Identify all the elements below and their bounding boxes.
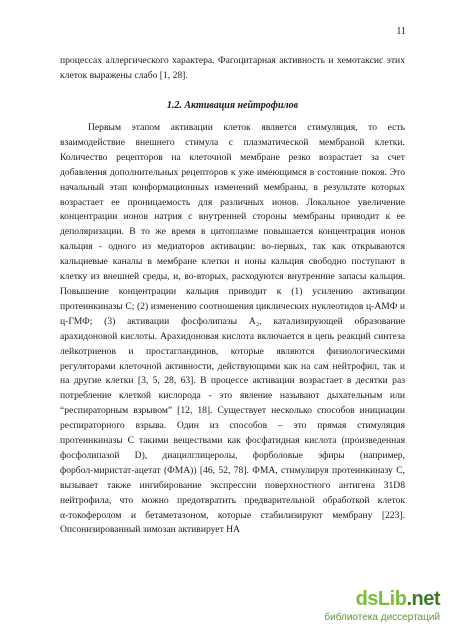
text-line: вызывает также ингибирование экспрессии поверхностного антигена 31D8: [60, 479, 405, 491]
text-line: протеинкиназы С; (2) изменению соотношения циклических нуклеотидов ц-АМФ и: [60, 300, 405, 312]
text-line: Количество рецепторов на клеточной мембране резко возрастает за счет: [60, 151, 405, 163]
text-line: кальция - одного из медиаторов активации: во-первых, так как открываются: [60, 241, 405, 253]
text-line: протеинкиназы С такими веществами как фосфатидная кислота (произведенная: [60, 435, 405, 447]
text-line: добавления дополнительных рецепторов к уже имеющимся в состояние покоя. Это: [60, 166, 405, 178]
text-line: клетку из внешней среды, и, во-вторых, расходуются внутренние запасы кальция.: [60, 271, 405, 283]
text-line: деполяризации. В то же время в цитоплазме повышается концентрация ионов: [60, 226, 405, 238]
text-line: начальный этап конформационных изменений мембраны, в результате которых: [60, 181, 405, 193]
text-line: форбол-миристат-ацетат (ФМА)) [46, 52, 78]. ФМА, стимулируя протеинкиназу С,: [60, 464, 405, 476]
text-line: респираторного взрыва. Один из способов – это прямая стимуляция: [60, 420, 405, 432]
text-line: на другие клетки [3, 5, 28, 63]. В процессе активации возрастает в десятки раз: [60, 375, 405, 387]
text-line: α-токоферолом и бетаметазоном, которые стабилизируют мембрану [223].: [60, 509, 405, 521]
text-line: взаимодействие внешнего стимула с плазматической мембраной клетки.: [60, 136, 405, 148]
text-line: кальциевые каналы в мембране клетки и ионы кальция свободно поступают в: [60, 256, 405, 268]
text-line: “респираторным взрывом” [12, 18]. Существует несколько способов инициации: [60, 405, 405, 417]
text-line: возрастает ее проницаемость для различных ионов. Локальное увеличение: [60, 196, 405, 208]
text-line: концентрации ионов натрия с внутренней стороны мембраны приводит к ее: [60, 211, 405, 223]
text-line: арахидоновой кислоты. Арахидоновая кислота включается в цепь реакций синтеза: [60, 330, 405, 342]
text-line: нейтрофила, что можно предотвратить предварительной обработкой клеток: [60, 494, 405, 506]
page-number: 11: [396, 26, 406, 37]
text-line: фосфолипазой D), диацилглицеролы, форболовые эфиры (например,: [60, 449, 405, 461]
text-line: Повышение концентрации кальция приводит к (1) усилению активации: [60, 285, 405, 297]
text-line: процессах аллергического характера. Фагоцитарная активность и хемотаксис этих: [60, 55, 405, 66]
text-line: Опсонизированный зимозан активирует НА: [60, 524, 241, 536]
main-paragraph: [60, 121, 405, 538]
intro-paragraph: [60, 54, 405, 84]
text-line: Первым этапом активации клеток является стимуляция, то есть: [88, 122, 405, 133]
watermark-caption: библиотека диссертаций: [324, 612, 440, 623]
text-line: ц-ГМФ; (3) активации фосфолипазы А₂, катализирующей образование: [60, 315, 405, 327]
text-line: регуляторами клеточной активности, действующими как на сам нейтрофил, так и: [60, 360, 405, 372]
text-line: лейкотриенов и простагландинов, которые являются физиологическими: [60, 345, 405, 357]
site-watermark: [324, 588, 440, 626]
section-heading: 1.2. Активация нейтрофилов: [166, 100, 299, 111]
text-line: клеток выражены слабо [1, 28].: [60, 69, 188, 81]
text-line: потребление клеткой кислорода - это явление называют дыхательным или: [60, 390, 405, 402]
watermark-logo: dsLib.net: [355, 588, 440, 610]
